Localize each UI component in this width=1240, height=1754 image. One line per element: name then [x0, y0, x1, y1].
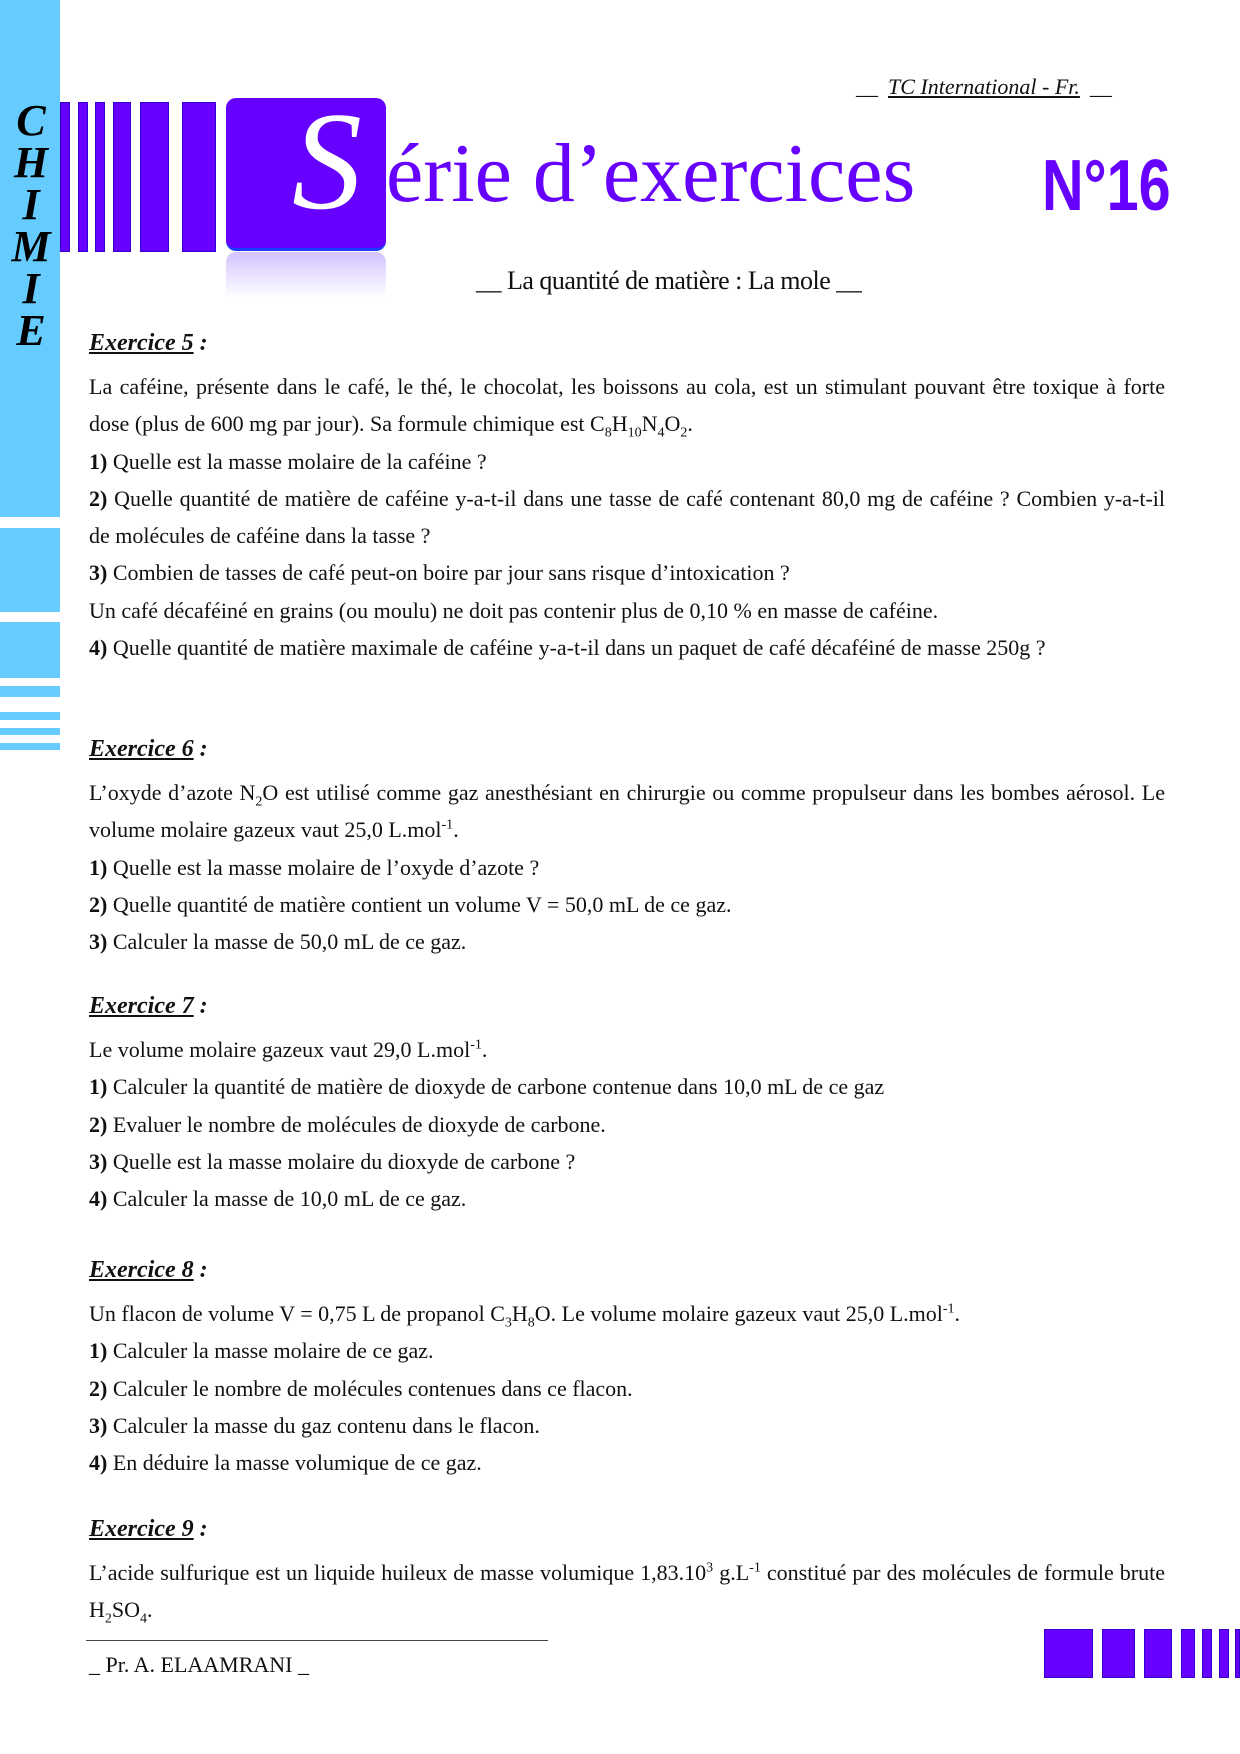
question-number: 2) [89, 1111, 108, 1137]
footer-bar [1202, 1629, 1212, 1678]
exercise-paragraph [89, 480, 1165, 555]
footer-bar [1144, 1629, 1172, 1678]
sidebar-stripe [0, 686, 60, 697]
exercise-section [89, 1512, 1165, 1629]
sidebar-stripe [0, 728, 60, 735]
footer-bar [1181, 1629, 1195, 1678]
subscript: 8 [604, 425, 612, 441]
footer-bar [1044, 1629, 1093, 1678]
exercise-paragraph [89, 1068, 1165, 1105]
text: Le volume molaire gazeux vaut 29,0 L.mol [89, 1037, 471, 1062]
text: Calculer la masse du gaz contenu dans le flacon. [107, 1412, 540, 1438]
exercise-title: Exercice 5 : [89, 330, 208, 356]
logo-bar [95, 102, 105, 252]
text: Un flacon de volume V = 0,75 L de propanol C [89, 1301, 505, 1326]
exercise-title: Exercice 9 : [89, 1516, 208, 1542]
text: Calculer le nombre de molécules contenues dans ce flacon. [107, 1375, 633, 1401]
text: Calculer la masse de 50,0 mL de ce gaz. [107, 929, 467, 955]
question-number: 1) [89, 448, 108, 474]
text: O. Le volume molaire gazeux vaut 25,0 L.mol [534, 1301, 943, 1326]
exercise-title-text: Exercice 5 [89, 330, 194, 356]
superscript: -1 [749, 1560, 761, 1576]
subject-letter: M [11, 222, 51, 271]
question-number: 4) [89, 635, 108, 661]
exercise-title: Exercice 7 : [89, 993, 208, 1019]
page-subtitle: __ La quantité de matière : La mole __ [476, 266, 862, 295]
level-label [856, 74, 1112, 100]
text: H [611, 411, 628, 437]
question-number: 3) [89, 1412, 108, 1438]
sidebar-block [0, 622, 60, 678]
exercise-paragraph [89, 368, 1165, 443]
sidebar-stripe [0, 712, 60, 720]
exercise-paragraph [89, 774, 1165, 849]
exercise-paragraph [89, 1332, 1165, 1369]
text: La caféine, présente dans le café, le thé, le chocolat, les boissons au cola, est un stimulant pouvant être toxique à forte dose (plus de 600 mg par jour). Sa formule chimique est C [89, 374, 1165, 437]
exercise-section [89, 326, 1165, 666]
subscript: 4 [140, 1611, 148, 1627]
exercise-title-text: Exercice 6 [89, 736, 194, 762]
exercise-paragraph [89, 1143, 1165, 1180]
exercise-paragraph [89, 1031, 1165, 1068]
text: Quelle est la masse molaire du dioxyde de carbone ? [107, 1148, 576, 1174]
text: . [481, 1037, 488, 1062]
subscript: 8 [527, 1315, 535, 1331]
subscript: 2 [255, 794, 263, 810]
text: SO [111, 1597, 141, 1623]
text: Calculer la quantité de matière de dioxyde de carbone contenue dans 10,0 mL de ce gaz [107, 1074, 885, 1100]
footer-divider [86, 1640, 548, 1641]
text: constitué par des molécules de formule brute H [89, 1560, 1165, 1623]
exercise-paragraph [89, 1407, 1165, 1444]
text: N [641, 411, 658, 437]
text: Quelle est la masse molaire de la caféine ? [107, 448, 487, 474]
text: Evaluer le nombre de molécules de dioxyde de carbone. [107, 1111, 606, 1137]
logo-bar [78, 102, 88, 252]
sidebar-stripe [0, 743, 60, 750]
exercise-section [89, 1253, 1165, 1481]
subject-letter: I [22, 180, 40, 229]
text: Un café décaféiné en grains (ou moulu) ne doit pas contenir plus de 0,10 % en masse de caféine. [89, 597, 939, 623]
exercise-section [89, 989, 1165, 1217]
exercise-paragraph [89, 1370, 1165, 1407]
exercise-paragraph [89, 849, 1165, 886]
question-number: 4) [89, 1450, 108, 1476]
text: Combien de tasses de café peut-on boire par jour sans risque d’intoxication ? [107, 560, 790, 586]
text: H [511, 1301, 528, 1326]
text: O [664, 411, 681, 437]
text: . [453, 817, 459, 843]
text: g.L [713, 1560, 750, 1585]
subscript: 10 [627, 425, 642, 441]
superscript: -1 [441, 817, 454, 833]
title-logo-reflection [226, 252, 386, 298]
subject-letter: C [16, 96, 46, 145]
text: . [147, 1597, 153, 1623]
text: Quelle est la masse molaire de l’oxyde d’azote ? [107, 854, 540, 880]
subject-letter: H [13, 138, 49, 187]
text: Calculer la masse molaire de ce gaz. [107, 1338, 434, 1364]
footer-bar [1219, 1629, 1229, 1678]
text: L’oxyde d’azote N [89, 780, 256, 805]
question-number: 2) [89, 485, 108, 511]
subscript: 3 [504, 1315, 512, 1331]
exercise-paragraph [89, 886, 1165, 923]
superscript: 3 [706, 1560, 714, 1576]
exercise-paragraph [89, 1180, 1165, 1217]
text: Quelle quantité de matière maximale de caféine y-a-t-il dans un paquet de café décaféiné de masse 250g ? [107, 635, 1046, 661]
subscript: 4 [657, 425, 665, 441]
exercise-paragraph [89, 1554, 1165, 1629]
level-prefix: __ [856, 74, 878, 99]
logo-bar [182, 102, 216, 252]
exercise-title-text: Exercice 7 [89, 993, 194, 1019]
exercise-title-text: Exercice 9 [89, 1516, 194, 1542]
text: O est utilisé comme gaz anesthésiant en chirurgie ou comme propulseur dans les bombes aérosol. Le volume molaire gazeux vaut 25,0 L.mol [89, 780, 1165, 843]
footer-author: _ Pr. A. ELAAMRANI _ [89, 1652, 310, 1677]
logo-bar [60, 102, 70, 252]
exercise-paragraph [89, 923, 1165, 960]
text: . [954, 1301, 961, 1326]
exercise-paragraph [89, 554, 1165, 591]
series-number: N°16 [1042, 146, 1171, 226]
subject-label [6, 96, 56, 355]
exercise-paragraph [89, 1295, 1165, 1332]
exercise-title-text: Exercice 8 [89, 1257, 194, 1283]
superscript: -1 [470, 1037, 482, 1053]
text: L’acide sulfurique est un liquide huileux de masse volumique 1,83.10 [89, 1560, 707, 1585]
footer-bar [1235, 1629, 1240, 1678]
exercise-section [89, 732, 1165, 960]
footer-bar [1102, 1629, 1135, 1678]
question-number: 2) [89, 1375, 108, 1401]
question-number: 1) [89, 1338, 108, 1364]
question-number: 1) [89, 854, 108, 880]
text: Quelle quantité de matière de caféine y-a-t-il dans une tasse de café contenant 80,0 mg de caféine ? Combien y-a-t-il de molécules de caféine dans la tasse ? [89, 485, 1165, 549]
exercise-paragraph [89, 629, 1165, 666]
level-text: TC International - Fr. [888, 74, 1080, 99]
logo-bar [113, 102, 131, 252]
exercise-paragraph [89, 592, 1165, 629]
superscript: -1 [942, 1301, 955, 1317]
text: En déduire la masse volumique de ce gaz. [107, 1450, 482, 1476]
subscript: 2 [104, 1611, 112, 1627]
exercise-paragraph [89, 443, 1165, 480]
sidebar-block [0, 528, 60, 612]
subscript: 2 [680, 425, 688, 441]
subject-letter: I [22, 264, 40, 313]
text: . [687, 411, 693, 437]
question-number: 3) [89, 929, 108, 955]
question-number: 2) [89, 891, 108, 917]
text: Quelle quantité de matière contient un volume V = 50,0 mL de ce gaz. [107, 891, 732, 917]
question-number: 1) [89, 1074, 108, 1100]
level-suffix: __ [1089, 74, 1112, 99]
title-initial: S [292, 84, 362, 239]
exercise-title: Exercice 8 : [89, 1257, 208, 1283]
question-number: 3) [89, 1148, 108, 1174]
logo-bar [140, 102, 169, 252]
exercise-paragraph [89, 1106, 1165, 1143]
exercise-title: Exercice 6 : [89, 736, 208, 762]
page-title: érie d’exercices [386, 127, 916, 220]
question-number: 4) [89, 1186, 108, 1212]
text: Calculer la masse de 10,0 mL de ce gaz. [107, 1186, 467, 1212]
subject-letter: E [16, 306, 46, 355]
exercise-paragraph [89, 1444, 1165, 1481]
question-number: 3) [89, 560, 108, 586]
